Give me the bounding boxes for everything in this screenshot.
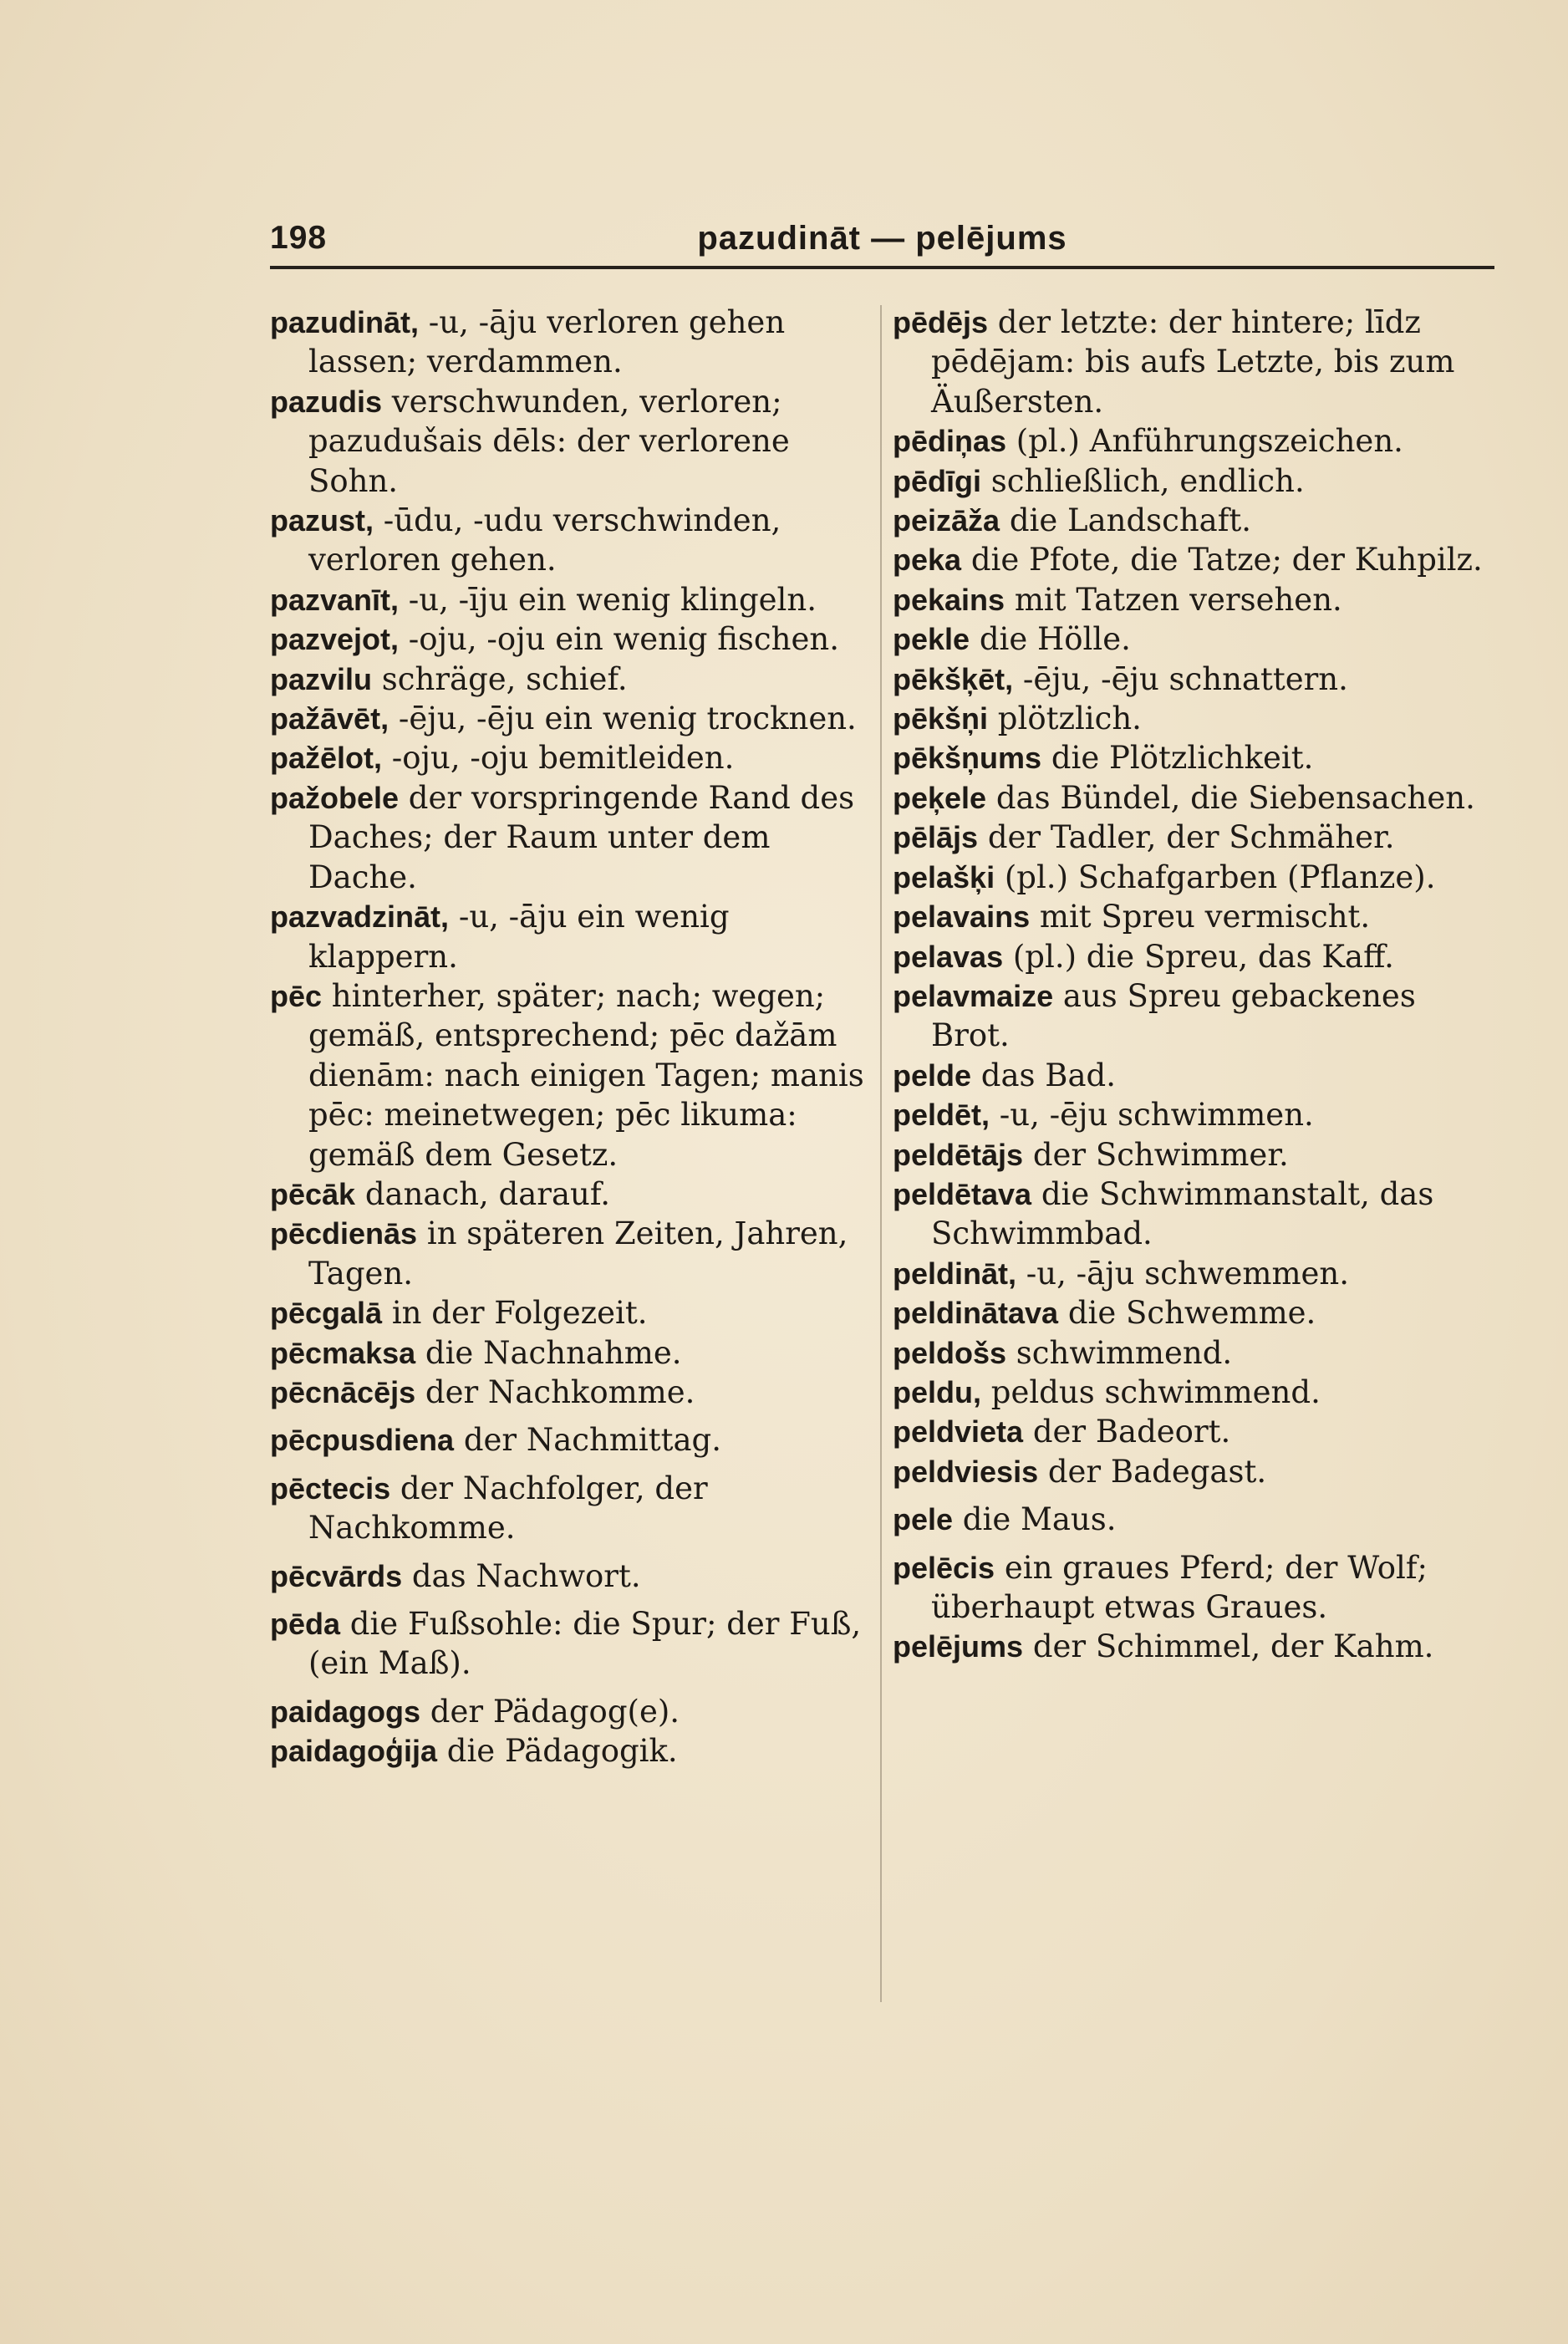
headword: peldvieta [893, 1414, 1024, 1450]
dictionary-entry [270, 1175, 872, 1214]
definition: -u, -āju schwemmen. [1016, 1255, 1350, 1292]
definition: die Schwemme. [1058, 1295, 1316, 1332]
definition: der Tadler, der Schmäher. [978, 819, 1395, 856]
definition: die Schwimmanstalt, das Schwimmbad. [931, 1175, 1434, 1252]
headword: pazust, [270, 503, 374, 538]
dictionary-entry [893, 738, 1494, 777]
headword: pēkšķēt, [893, 661, 1014, 696]
headword: pazvejot, [270, 622, 400, 657]
headword: pēdīgi [893, 463, 981, 498]
headword: pēkšņums [893, 741, 1042, 776]
headword: pēcgalā [270, 1296, 383, 1331]
definition: der Schimmel, der Kahm. [1023, 1628, 1434, 1665]
definition: die Maus. [953, 1501, 1117, 1538]
headword: pazvadzināt, [270, 899, 450, 935]
header-rule [270, 266, 1494, 269]
headword: pekains [893, 582, 1005, 617]
dictionary-entry [893, 1095, 1494, 1134]
dictionary-entry [270, 1420, 872, 1460]
definition: aus Spreu gebackenes Brot. [931, 977, 1416, 1054]
dictionary-entry [893, 619, 1494, 659]
dictionary-entry [270, 976, 872, 1175]
headword: pēcpusdiena [270, 1423, 455, 1458]
dictionary-entry [893, 897, 1494, 936]
dictionary-entry [893, 1135, 1494, 1175]
definition: -ēju, -ēju schnattern. [1013, 660, 1348, 697]
page-number: 198 [270, 220, 328, 256]
definition: peldus schwimmend. [981, 1373, 1321, 1410]
definition: schließlich, endlich. [981, 462, 1305, 499]
headword: peldēt, [893, 1098, 990, 1133]
dictionary-entry [270, 501, 872, 580]
headword: peķele [893, 780, 987, 815]
dictionary-entry [893, 660, 1494, 699]
dictionary-entry [893, 1500, 1494, 1539]
definition: in der Folgezeit. [382, 1295, 648, 1332]
left-column [270, 303, 872, 1771]
dictionary-entry [893, 1056, 1494, 1095]
dictionary-entry [893, 1373, 1494, 1412]
dictionary-entry [893, 1254, 1494, 1293]
definition: der letzte: der hintere; līdz pēdējam: bis aufs Letzte, bis zum Äußersten. [931, 304, 1455, 420]
dictionary-entry [893, 1175, 1494, 1254]
headword: peka [893, 543, 962, 578]
dictionary-entry [893, 818, 1494, 857]
headword: peldošs [893, 1335, 1007, 1370]
definition: in späteren Zeiten, Jahren, Tagen. [308, 1215, 848, 1292]
definition: der Nachmittag. [454, 1422, 722, 1459]
dictionary-entry [893, 303, 1494, 421]
definition: die Landschaft. [1000, 502, 1252, 539]
dictionary-entry [893, 1293, 1494, 1333]
headword: pelējums [893, 1629, 1024, 1664]
dictionary-entry [270, 382, 872, 501]
definition: schwimmend. [1006, 1334, 1233, 1371]
definition: der Nachfolger, der Nachkomme. [308, 1470, 708, 1547]
headword: pazudināt, [270, 305, 419, 339]
headword: pēdējs [893, 305, 989, 339]
definition: danach, darauf. [355, 1175, 611, 1212]
headword: pelde [893, 1057, 972, 1093]
definition: -u, -īju ein wenig klingeln. [399, 581, 817, 618]
dictionary-entry [270, 619, 872, 659]
headword: pele [893, 1502, 954, 1537]
headword: pēcnācējs [270, 1374, 416, 1409]
dictionary-entry [270, 1373, 872, 1412]
dictionary-entry [893, 580, 1494, 619]
headword: peldviesis [893, 1454, 1039, 1489]
definition: die Plötzlichkeit. [1041, 740, 1314, 777]
dictionary-entry [270, 303, 872, 382]
definition: schräge, schief. [372, 660, 628, 697]
dictionary-entry [270, 1557, 872, 1596]
headword: peldētājs [893, 1137, 1024, 1172]
headword: pēc [270, 978, 323, 1013]
definition: die Fußsohle: die Spur; der Fuß, (ein Maß). [308, 1606, 862, 1682]
dictionary-entry [893, 858, 1494, 897]
dictionary-entry [270, 778, 872, 897]
definition: die Hölle. [970, 621, 1131, 658]
headword: paidagogs [270, 1694, 421, 1729]
dictionary-entry [270, 580, 872, 619]
dictionary-entry [893, 1412, 1494, 1451]
definition: -ēju, -ēju ein wenig trocknen. [389, 701, 857, 737]
definition: die Nachnahme. [415, 1334, 682, 1371]
definition: -oju, -oju bemitleiden. [382, 740, 735, 777]
definition: hinterher, später; nach; wegen; gemäß, entsprechend; pēc dažām dienām: nach einigen Tagen; manis pēc: meinetwegen; pēc likuma: gemäß dem Gesetz. [308, 977, 864, 1173]
headword: pelēcis [893, 1550, 995, 1585]
headword: peldētava [893, 1176, 1032, 1211]
definition: der vorspringende Rand des Daches; der Raum unter dem Dache. [308, 779, 855, 895]
dictionary-entry [893, 540, 1494, 579]
definition: (pl.) Anführungszeichen. [1006, 423, 1403, 460]
definition: -u, -āju verloren gehen lassen; verdammen. [308, 304, 786, 380]
dictionary-entry [893, 1452, 1494, 1491]
dictionary-entry [270, 738, 872, 777]
headword: pēcmaksa [270, 1335, 416, 1370]
running-title: pazudināt — pelējums [697, 220, 1067, 257]
definition: verschwunden, verloren; pazudušais dēls: der verlorene Sohn. [308, 383, 790, 499]
headword: pēkšņi [893, 701, 989, 736]
definition: der Badegast. [1038, 1453, 1267, 1490]
headword: pēcvārds [270, 1558, 403, 1593]
dictionary-entry [270, 897, 872, 976]
headword: pēda [270, 1607, 341, 1641]
headword: pelašķi [893, 859, 995, 894]
definition: das Bad. [971, 1057, 1116, 1093]
definition: die Pfote, die Tatze; der Kuhpilz. [961, 542, 1483, 578]
definition: -oju, -oju ein wenig fischen. [399, 621, 839, 658]
definition: die Pädagogik. [437, 1733, 678, 1770]
headword: pelavmaize [893, 978, 1054, 1013]
definition: ein graues Pferd; der Wolf; überhaupt etwas Graues. [931, 1549, 1428, 1625]
dictionary-entry [270, 1333, 872, 1373]
headword: peldu, [893, 1374, 981, 1409]
definition: mit Spreu vermischt. [1030, 899, 1371, 935]
dictionary-entry [893, 699, 1494, 738]
dictionary-entry [270, 1692, 872, 1731]
headword: pēcāk [270, 1176, 356, 1211]
definition: der Nachkomme. [415, 1373, 695, 1410]
dictionary-entry [893, 421, 1494, 461]
definition: der Pädagog(e). [420, 1693, 680, 1730]
dictionary-entry [270, 1214, 872, 1293]
definition: (pl.) Schafgarben (Pflanze). [995, 859, 1436, 895]
headword: pēlājs [893, 820, 979, 855]
dictionary-entry [893, 1627, 1494, 1666]
headword: peizāža [893, 503, 1000, 538]
dictionary-entry [270, 699, 872, 738]
definition: -u, -āju ein wenig klappern. [308, 899, 730, 975]
definition: der Schwimmer. [1023, 1136, 1289, 1173]
headword: pelavas [893, 939, 1004, 974]
definition: -u, -ēju schwimmen. [990, 1097, 1314, 1134]
definition: plötzlich. [988, 701, 1142, 737]
dictionary-entry [893, 501, 1494, 540]
dictionary-entry [270, 1293, 872, 1333]
definition: das Bündel, die Siebensachen. [986, 779, 1475, 816]
dictionary-entry [893, 976, 1494, 1056]
headword: pažēlot, [270, 741, 383, 776]
definition: mit Tatzen versehen. [1005, 581, 1342, 618]
definition: der Badeort. [1023, 1414, 1231, 1450]
dictionary-entry [893, 1548, 1494, 1628]
headword: peldināt, [893, 1256, 1017, 1291]
headword: pelavains [893, 899, 1031, 935]
headword: pažāvēt, [270, 701, 389, 736]
column-divider [880, 305, 882, 2002]
dictionary-entry [893, 937, 1494, 976]
headword: pēcdienās [270, 1216, 418, 1251]
dictionary-entry [270, 1604, 872, 1684]
headword: pēdiņas [893, 424, 1007, 459]
dictionary-entry [270, 1469, 872, 1548]
headword: pažobele [270, 780, 400, 815]
page-header [270, 213, 1494, 263]
headword: peldinātava [893, 1296, 1059, 1331]
headword: paidagoģija [270, 1734, 438, 1769]
headword: pazvilu [270, 661, 373, 696]
definition: -ūdu, -udu verschwinden, verloren gehen. [308, 502, 781, 578]
dictionary-entry [270, 660, 872, 699]
right-column [893, 303, 1494, 1667]
dictionary-entry [893, 1333, 1494, 1373]
dictionary-entry [270, 1731, 872, 1771]
headword: pazvanīt, [270, 582, 400, 617]
dictionary-entry [893, 778, 1494, 818]
definition: (pl.) die Spreu, das Kaff. [1003, 938, 1394, 975]
headword: pekle [893, 622, 970, 657]
headword: pēctecis [270, 1470, 391, 1506]
definition: das Nachwort. [402, 1557, 641, 1594]
headword: pazudis [270, 384, 383, 419]
dictionary-entry [893, 461, 1494, 501]
